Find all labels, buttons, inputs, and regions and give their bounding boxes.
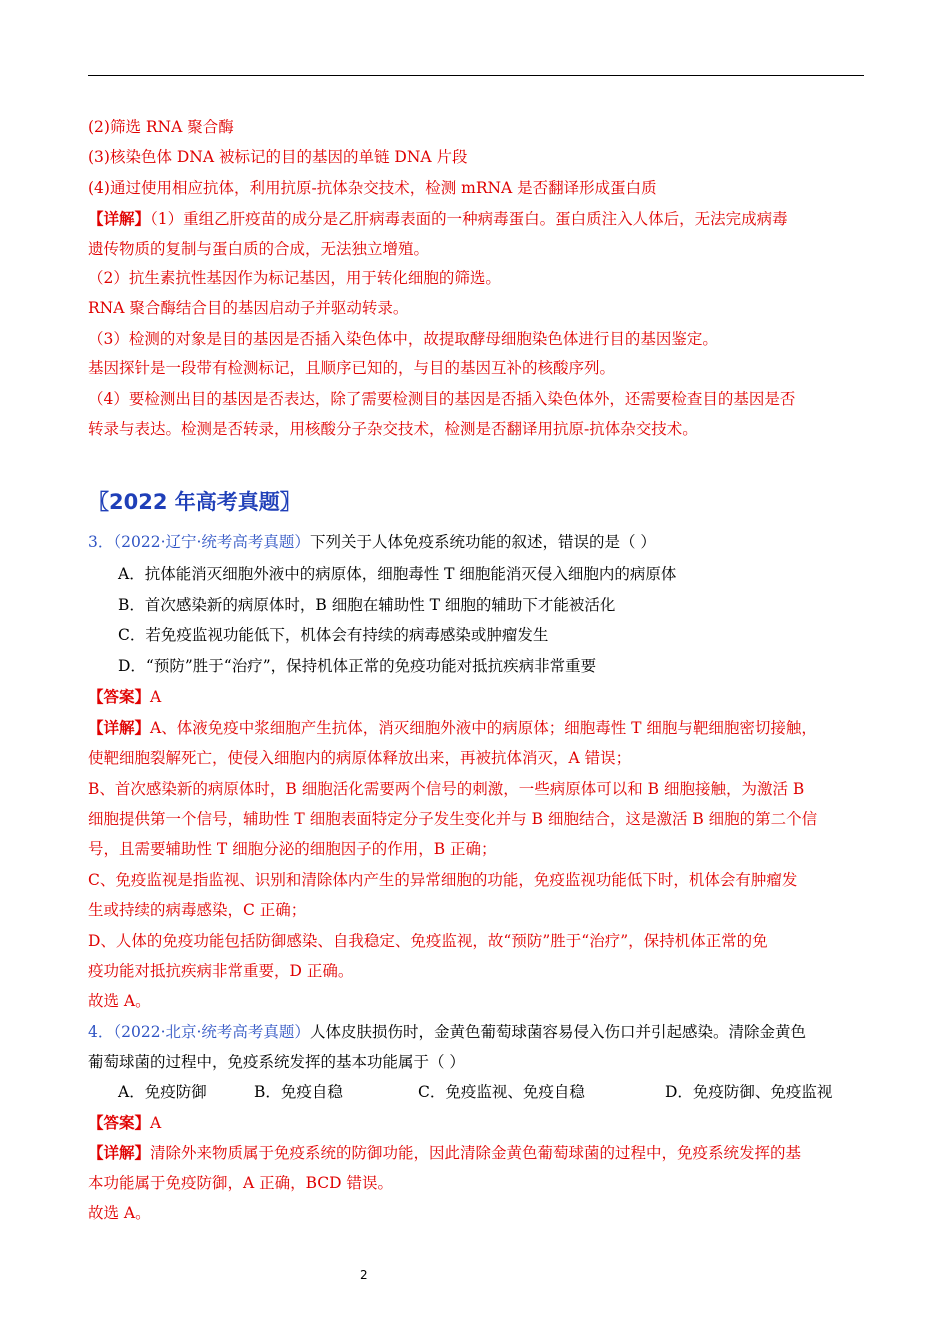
q4-answer [88, 1113, 161, 1133]
q4-detail [88, 1143, 801, 1163]
detail-line: 细胞提供第一个信号，辅助性 T 细胞表面特定分子发生变化并与 B 细胞结合，这是激活 B 细胞的第二个信 [88, 810, 818, 828]
question-source: （2022·北京·统考高考真题） [113, 1023, 310, 1041]
q3-option-c: C．若免疫监视功能低下，机体会有持续的病毒感染或肿瘤发生 [118, 626, 549, 644]
answer-value: A [150, 688, 162, 706]
answer-label: 【答案】 [88, 1113, 151, 1132]
detail-line: 基因探针是一段带有检测标记，且顺序已知的，与目的基因互补的核酸序列。 [88, 359, 616, 377]
conclusion-line: 故选 A。 [88, 1204, 151, 1222]
detail-line: RNA 聚合酶结合目的基因启动子并驱动转录。 [88, 299, 409, 317]
detail-line: 号，且需要辅助性 T 细胞分泌的细胞因子的作用，B 正确； [88, 840, 497, 858]
detail-line: 使靶细胞裂解死亡，使侵入细胞内的病原体释放出来，再被抗体消灭，A 错误； [88, 749, 632, 767]
detail-line: D、人体的免疫功能包括防御感染、自我稳定、免疫监视，故“预防”胜于“治疗”，保持机体正常的免 [88, 932, 768, 950]
question-number: 4． [88, 1023, 114, 1041]
detail-text: （1）重组乙肝疫苗的成分是乙肝病毒表面的一种病毒蛋白。蛋白质注入人体后，无法完成病毒 [150, 210, 788, 228]
detail-line: 疫功能对抵抗疾病非常重要，D 正确。 [88, 962, 354, 980]
detail-line: （4）要检测出目的基因是否表达，除了需要检测目的基因是否插入染色体外，还需要检查目的基因是否 [88, 390, 796, 408]
q3-option-a: A．抗体能消灭细胞外液中的病原体，细胞毒性 T 细胞能消灭侵入细胞内的病原体 [118, 565, 677, 583]
q4-option-d: D．免疫防御、免疫监视 [665, 1083, 833, 1101]
detail-line: B、首次感染新的病原体时，B 细胞活化需要两个信号的刺激，一些病原体可以和 B 细胞接触，为激活 B [88, 780, 805, 798]
answer-line-4: (4)通过使用相应抗体，利用抗原-抗体杂交技术，检测 mRNA 是否翻译形成蛋白质 [88, 179, 657, 197]
detail-text: 清除外来物质属于免疫系统的防御功能，因此清除金黄色葡萄球菌的过程中，免疫系统发挥的基 [150, 1144, 802, 1162]
q3-detail [88, 718, 817, 738]
detail-line: C、免疫监视是指监视、识别和清除体内产生的异常细胞的功能，免疫监视功能低下时，机体会有肿瘤发 [88, 871, 798, 889]
detail-line: （2）抗生素抗性基因作为标记基因，用于转化细胞的筛选。 [88, 269, 501, 287]
question-4-stem [88, 1022, 806, 1042]
q3-answer [88, 687, 161, 707]
detail-line: 遗传物质的复制与蛋白质的合成，无法独立增殖。 [88, 240, 430, 258]
q4-option-a: A．免疫防御 [118, 1083, 207, 1101]
answer-label: 【答案】 [88, 687, 151, 706]
detail-label: 【详解】 [88, 209, 151, 228]
detail-line: 本功能属于免疫防御，A 正确，BCD 错误。 [88, 1174, 394, 1192]
conclusion-line: 故选 A。 [88, 992, 151, 1010]
detail-line: 生或持续的病毒感染，C 正确； [88, 901, 307, 919]
detail-paragraph-1 [88, 209, 788, 229]
question-text: 人体皮肤损伤时，金黄色葡萄球菌容易侵入伤口并引起感染。清除金黄色 [309, 1023, 806, 1041]
question-number: 3． [88, 533, 114, 551]
detail-line: （3）检测的对象是目的基因是否插入染色体中，故提取酵母细胞染色体进行目的基因鉴定。 [88, 330, 718, 348]
q3-option-d: D．“预防”胜于“治疗”，保持机体正常的免疫功能对抵抗疾病非常重要 [118, 657, 597, 675]
answer-line-3: (3)核染色体 DNA 被标记的目的基因的单链 DNA 片段 [88, 148, 468, 166]
detail-label: 【详解】 [88, 718, 151, 737]
q4-option-c: C．免疫监视、免疫自稳 [418, 1083, 585, 1101]
detail-label: 【详解】 [88, 1143, 151, 1162]
section-heading: 〖2022 年高考真题〗 [88, 490, 301, 514]
q3-option-b: B．首次感染新的病原体时，B 细胞在辅助性 T 细胞的辅助下才能被活化 [118, 596, 616, 614]
question-source: （2022·辽宁·统考高考真题） [113, 533, 310, 551]
detail-text: A、体液免疫中浆细胞产生抗体，消灭细胞外液中的病原体；细胞毒性 T 细胞与靶细胞密切接触， [150, 719, 817, 737]
answer-line-2: (2)筛选 RNA 聚合酶 [88, 118, 234, 136]
detail-line: 转录与表达。检测是否转录，用核酸分子杂交技术，检测是否翻译用抗原-抗体杂交技术。 [88, 420, 698, 438]
question-text: 下列关于人体免疫系统功能的叙述，错误的是（ ） [309, 533, 656, 551]
answer-value: A [150, 1114, 162, 1132]
question-3-stem [88, 532, 656, 552]
q4-option-b: B．免疫自稳 [254, 1083, 343, 1101]
header-rule [88, 75, 864, 76]
page-number: 2 [360, 1268, 368, 1282]
question-4-stem-cont: 葡萄球菌的过程中，免疫系统发挥的基本功能属于（ ） [88, 1053, 465, 1071]
